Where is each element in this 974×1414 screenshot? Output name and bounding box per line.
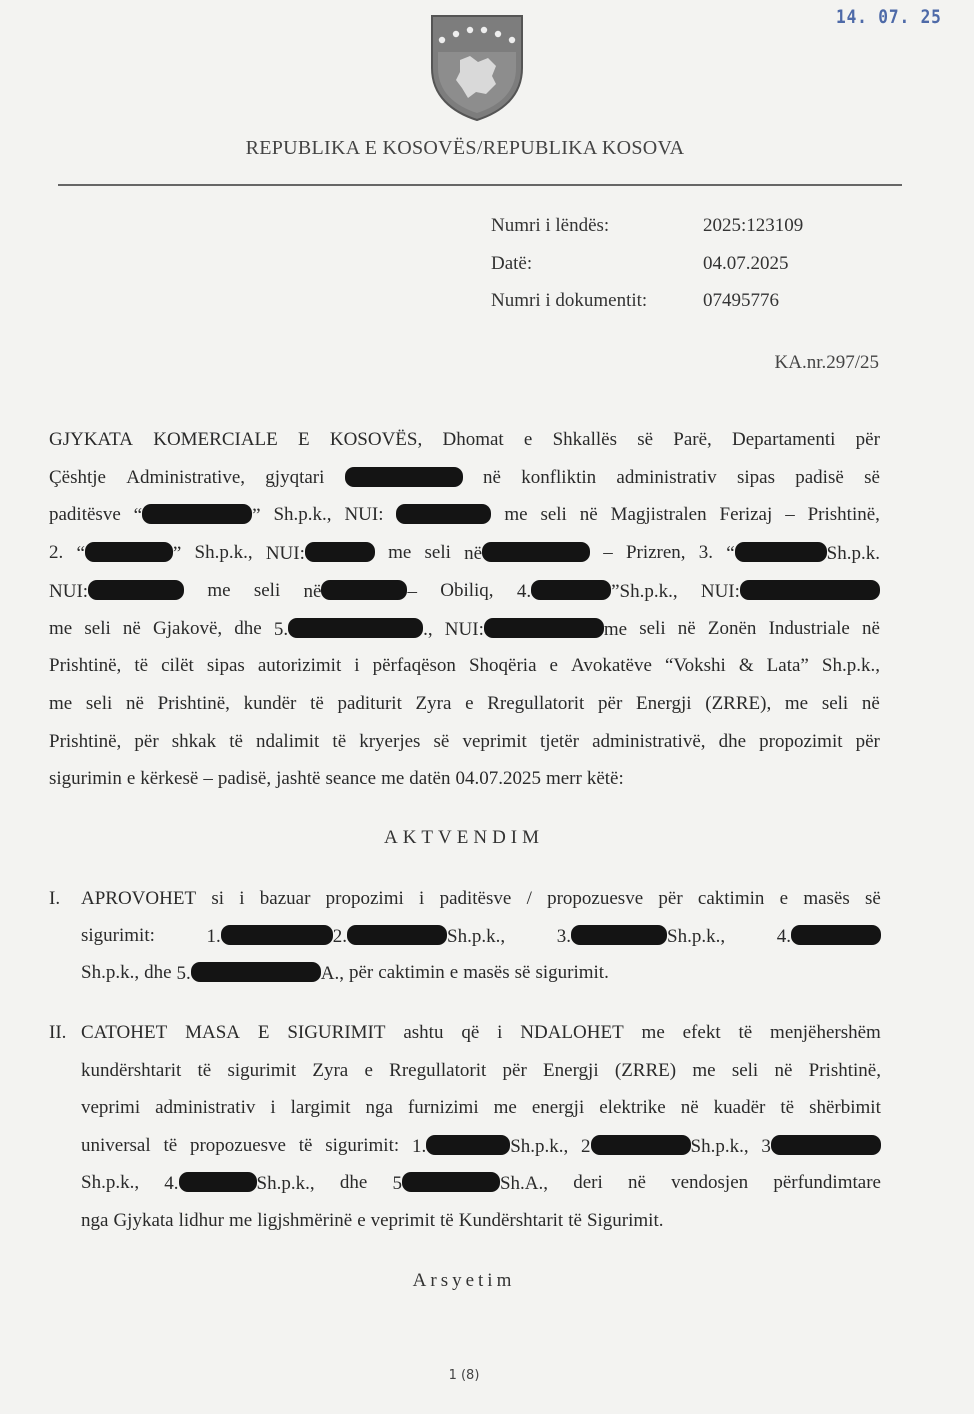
word: me [49, 692, 73, 714]
header-divider [58, 184, 902, 186]
word: me [784, 692, 809, 714]
word: në [464, 542, 590, 565]
text-line [81, 1097, 881, 1119]
redaction-mark [402, 1172, 500, 1192]
redaction-mark [484, 618, 604, 638]
redaction-mark [191, 962, 321, 982]
word: MASA [185, 1022, 240, 1043]
word: 1. Sh.p.k., [411, 1135, 569, 1157]
word: ashtu [403, 1022, 444, 1043]
word [345, 467, 463, 490]
word: – [603, 542, 613, 564]
word: së [637, 429, 654, 450]
word: për [855, 429, 880, 450]
word: Gjakovë, [153, 617, 223, 639]
word: – [785, 504, 795, 526]
word: Prishtinë, [49, 655, 122, 677]
word: / [526, 888, 532, 909]
word: të [310, 692, 324, 714]
word: kërkesë [140, 768, 199, 790]
case-number-value: 2025:123109 [703, 215, 804, 236]
word: SIGURIMIT [287, 1022, 386, 1043]
word: (ZRRE) [614, 1059, 677, 1081]
word: veprimit [370, 1210, 436, 1231]
word: të [229, 730, 243, 752]
redaction-mark [791, 925, 881, 945]
word: me [381, 768, 405, 790]
word [396, 504, 491, 527]
word: menjëhershëm [770, 1022, 881, 1043]
word: Sh.p.k., [821, 655, 880, 677]
word: për [658, 888, 683, 909]
item-2-number: II. [49, 1022, 67, 1043]
word: e [357, 1210, 366, 1231]
word: i [239, 888, 245, 909]
word: sipas [736, 466, 775, 488]
redaction-mark [179, 1172, 257, 1192]
word: të [134, 655, 149, 677]
word: seli [639, 617, 666, 639]
case-number-label: Numri i lëndës: [491, 215, 610, 236]
word: në [482, 466, 501, 488]
date-value: 04.07.2025 [703, 253, 789, 274]
word: Ferizaj [719, 504, 773, 526]
word: Prishtinë, [807, 504, 880, 526]
word: E [298, 429, 310, 450]
word: së [865, 888, 881, 909]
word: CATOHET [81, 1022, 168, 1043]
word: Prishtinë, [808, 1059, 881, 1081]
word: Sh.p.k., [273, 504, 332, 526]
word: i [419, 888, 425, 909]
word: në [579, 504, 598, 526]
word: APROVOHET [81, 888, 197, 909]
word: seli [85, 692, 113, 714]
redaction-mark [482, 542, 590, 562]
word: në [680, 1097, 699, 1119]
word: i [354, 655, 360, 677]
word: “ ” [76, 543, 182, 565]
word: elektrike [599, 1097, 666, 1119]
word: në [125, 692, 144, 714]
word: të [298, 1134, 313, 1156]
word: kundër [243, 692, 297, 714]
redaction-mark [740, 580, 880, 600]
word: 4. [777, 925, 881, 948]
redaction-mark [288, 618, 423, 638]
text-line [81, 1022, 881, 1044]
text-line [81, 1172, 881, 1195]
word: në [677, 617, 696, 639]
word: Sh.p.k., [194, 542, 253, 564]
redaction-mark [426, 1135, 510, 1155]
word: NUI: me [444, 618, 628, 640]
word: deri [573, 1172, 603, 1194]
word: gjyqtari [265, 466, 325, 488]
word: lidhur [178, 1210, 224, 1231]
item-1-number: I. [49, 888, 61, 909]
text-line [81, 925, 881, 948]
word: për [134, 730, 159, 752]
word: kryerjes [359, 730, 421, 752]
word: ndalimit [256, 730, 320, 752]
word: e [779, 888, 789, 909]
word: Parë, [673, 429, 712, 450]
word: Sh.p.k., [81, 962, 140, 983]
text-line [49, 768, 880, 790]
word: përfaqëson [372, 655, 456, 677]
word: sigurimit [227, 1059, 297, 1081]
word: Prishtinë, [157, 692, 230, 714]
word: në [861, 692, 880, 714]
word: NUI: [49, 580, 184, 603]
decision-title: AKTVENDIM [383, 827, 545, 848]
word: nga [81, 1210, 109, 1231]
word: sigurimin [49, 768, 122, 790]
word: caktimin [378, 962, 445, 983]
word: me [504, 504, 528, 526]
word: i [270, 1097, 276, 1119]
word: 5. ., [273, 618, 433, 640]
word: Zonën [707, 617, 757, 639]
word: 4. Sh.p.k., [164, 1173, 315, 1195]
word: KOMERCIALE [153, 429, 278, 450]
word: të [197, 1059, 212, 1081]
text-line [49, 655, 880, 677]
word: së [514, 962, 531, 983]
word: Çështje [49, 466, 106, 488]
word: 2 Sh.p.k., [581, 1135, 749, 1157]
word: NUI: [701, 580, 880, 603]
redaction-mark [85, 542, 173, 562]
word: Sigurimit. [586, 1210, 664, 1231]
document-number-label: Numri i dokumentit: [491, 290, 648, 311]
redaction-mark [771, 1135, 881, 1155]
kosovo-coat-of-arms-icon [426, 12, 528, 122]
word: Zyra [415, 692, 452, 714]
word: me [388, 542, 412, 564]
word: për [855, 730, 880, 752]
text-line [81, 1135, 881, 1158]
word: seli [731, 1059, 759, 1081]
word: masës [463, 962, 510, 983]
word: e [523, 429, 533, 450]
word: 5 Sh.A., [392, 1173, 548, 1195]
word: propozimi [325, 888, 404, 909]
redaction-mark [396, 504, 491, 524]
word: shërbimit [809, 1097, 881, 1119]
word: dhe [718, 730, 747, 752]
word: propozimit [759, 730, 843, 752]
word: tjetër [539, 730, 579, 752]
redaction-mark [591, 1135, 691, 1155]
word: NUI: [344, 504, 384, 526]
word: 4. ”Sh.p.k., [516, 580, 678, 602]
republic-header: REPUBLIKA E KOSOVËS/REPUBLIKA KOSOVA [245, 137, 685, 159]
word: e [126, 768, 136, 790]
word: Prizren, [625, 542, 686, 564]
word: padisë [795, 466, 844, 488]
word: në [122, 617, 141, 639]
text-line [49, 429, 880, 451]
text-line [49, 504, 880, 527]
word: në – [303, 580, 417, 602]
reasoning-title: Arsyetim [412, 1270, 516, 1291]
word: konfliktin [521, 466, 597, 488]
text-line [81, 962, 881, 985]
word: paditurit [337, 692, 402, 714]
word: veprimit [462, 730, 527, 752]
text-line [49, 618, 880, 641]
word: për [502, 1059, 527, 1081]
word: NDALOHET [520, 1022, 624, 1043]
word: autorizimit [257, 655, 342, 677]
word: sigurimit. [535, 962, 609, 983]
text-line [49, 542, 880, 565]
redaction-mark [88, 580, 184, 600]
word: seli [540, 504, 567, 526]
word: të [440, 1210, 454, 1231]
word: seance [325, 768, 377, 790]
word: propozuesve [189, 1134, 286, 1156]
text-line [81, 888, 881, 910]
word: propozuesve [547, 888, 644, 909]
word: seli [253, 579, 281, 601]
word: Departamenti [732, 429, 836, 450]
word: të [163, 1134, 178, 1156]
word: Energji [635, 692, 692, 714]
word: me [49, 617, 73, 639]
page-number: 1 (8) [448, 1368, 480, 1383]
word: Obiliq, [440, 579, 494, 601]
word: datën [409, 768, 451, 790]
word: kundërshtarit [81, 1059, 182, 1081]
word: Zyra [312, 1059, 349, 1081]
word: të [780, 1097, 795, 1119]
redaction-mark [345, 467, 463, 487]
redaction-mark [735, 542, 827, 562]
word: nga [365, 1097, 393, 1119]
word: merr [545, 768, 582, 790]
word: 1. 2. Sh.p.k., [206, 926, 506, 947]
word: Gjykata [113, 1210, 174, 1231]
redaction-mark [305, 542, 375, 562]
word: me [207, 579, 231, 601]
redaction-mark [221, 925, 333, 945]
word: këtë: [586, 768, 624, 790]
word: Industriale [768, 617, 850, 639]
word: shkak [171, 730, 217, 752]
case-reference: KA.nr.297/25 [774, 352, 879, 373]
word: seli [821, 692, 849, 714]
text-line [49, 693, 880, 715]
word: Prishtinë, [49, 730, 122, 752]
word: të [568, 1210, 582, 1231]
word: padisë, [217, 768, 272, 790]
word: paditësve [439, 888, 512, 909]
word: paditësve [49, 504, 121, 526]
word: në [627, 1172, 646, 1194]
text-line [81, 1210, 881, 1232]
word: sigurimit: [325, 1134, 400, 1156]
word: e [364, 1059, 373, 1081]
word: GJYKATA [49, 429, 133, 450]
word: 2. [49, 542, 64, 564]
word: së [864, 466, 880, 488]
word: (ZRRE), [705, 692, 772, 714]
word: vendosjen [671, 1172, 749, 1194]
word: veprimi [81, 1097, 141, 1119]
word: Avokatëve [571, 655, 652, 677]
word: e [549, 655, 558, 677]
word: largimit [290, 1097, 351, 1119]
received-date-stamp: 14. 07. 25 [836, 6, 942, 28]
word: Energji [543, 1059, 599, 1081]
word: “Vokshi [664, 655, 726, 677]
date-label: Datë: [491, 253, 533, 274]
word: KOSOVËS, [329, 429, 423, 450]
word: cilët [161, 655, 194, 677]
word: e [449, 962, 459, 983]
text-line [49, 467, 880, 490]
word: 3 [761, 1135, 881, 1158]
word: & [738, 655, 754, 677]
word: – [203, 768, 213, 790]
word: administrativ [155, 1097, 256, 1119]
word: së [433, 730, 450, 752]
word: kuadër [713, 1097, 766, 1119]
word: “ ” [133, 505, 261, 527]
word: për [349, 962, 374, 983]
word: bazuar [259, 888, 311, 909]
redaction-mark [321, 580, 407, 600]
word: e [465, 692, 474, 714]
word: seli [84, 617, 111, 639]
word: Rregullatorit [389, 1059, 487, 1081]
redaction-mark [571, 925, 667, 945]
word: në [774, 1059, 793, 1081]
word: furnizimi [407, 1097, 479, 1119]
word: për [598, 692, 623, 714]
word: “ Sh.p.k. [726, 543, 880, 565]
word: sipas [206, 655, 245, 677]
word: ligjshmërinë [257, 1210, 353, 1231]
word: si [211, 888, 224, 909]
word: NUI: [266, 542, 375, 565]
word: E [257, 1022, 270, 1043]
word: Administrative, [126, 466, 246, 488]
document-number-value: 07495776 [703, 290, 779, 311]
word: i [497, 1022, 503, 1043]
word: Rregullatorit [487, 692, 585, 714]
word: 3. [698, 542, 714, 564]
word: dhe [339, 1172, 368, 1194]
word: Sh.p.k., [81, 1172, 140, 1194]
word: me [641, 1022, 665, 1043]
word: dhe [234, 617, 262, 639]
word: të [738, 1022, 753, 1043]
word: Shoqëria [468, 655, 537, 677]
word: administrativë, [592, 730, 706, 752]
word: 3. Sh.p.k., [556, 926, 726, 947]
word: me [692, 1059, 716, 1081]
word: jashtë [276, 768, 321, 790]
word: Dhomat [442, 429, 504, 450]
redaction-mark [347, 925, 447, 945]
word: Shkallës [552, 429, 617, 450]
word: të [332, 730, 347, 752]
word: me [228, 1210, 253, 1231]
redaction-mark [142, 504, 252, 524]
word: 04.07.2025 [455, 768, 541, 790]
word: përfundimtare [773, 1172, 881, 1194]
word: universal [81, 1134, 151, 1156]
redaction-mark [531, 580, 611, 600]
word: administrativ [616, 466, 717, 488]
word: masës [803, 888, 850, 909]
text-line [49, 731, 880, 753]
word: dhe [144, 962, 172, 983]
text-line [49, 580, 880, 603]
word: sigurimit: [81, 925, 155, 946]
word: Lata” [766, 655, 809, 677]
word: 5. A., [176, 963, 344, 984]
word: energji [531, 1097, 585, 1119]
word: seli [424, 542, 451, 564]
word: që [461, 1022, 480, 1043]
word: Magjistralen [610, 504, 707, 526]
word: caktimin [697, 888, 765, 909]
text-line [81, 1060, 881, 1082]
word: me [493, 1097, 517, 1119]
word: në [862, 617, 880, 639]
word: efekt [682, 1022, 721, 1043]
word: Kundërshtarit [458, 1210, 564, 1231]
